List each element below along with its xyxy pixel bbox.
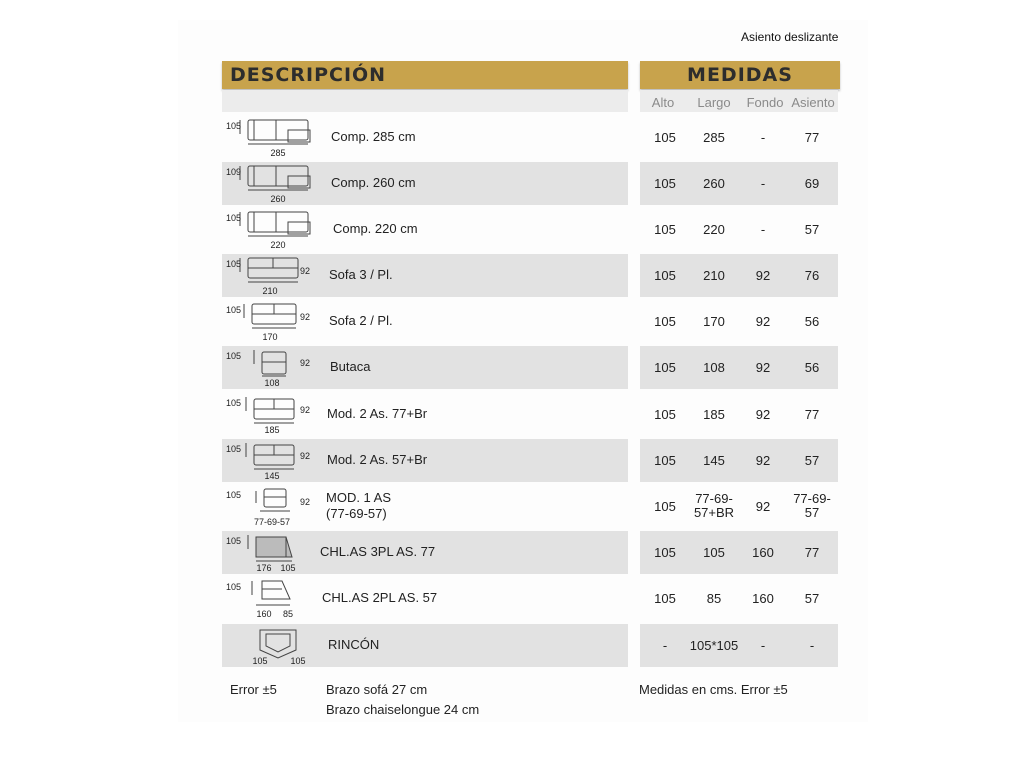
svg-text:92: 92 xyxy=(300,358,311,368)
header-medidas: MEDIDAS xyxy=(640,61,840,89)
sofa-3-seat-icon xyxy=(226,254,316,297)
top-note: Asiento deslizante xyxy=(741,30,839,44)
cell-asiento-value-2: 57 xyxy=(804,505,820,520)
svg-text:185: 185 xyxy=(264,425,280,435)
row-name xyxy=(328,637,379,653)
cell-largo xyxy=(689,361,739,375)
cell-asiento-value: 56 xyxy=(804,360,820,375)
cell-fondo-value: 160 xyxy=(752,591,774,606)
table-row xyxy=(0,346,1024,389)
cell-largo-value: 145 xyxy=(703,453,725,468)
cell-asiento-value: - xyxy=(809,638,815,653)
row-name xyxy=(327,406,427,422)
row-name-line: MOD. 1 AS xyxy=(326,490,392,505)
module-2-seat-icon xyxy=(226,439,316,482)
cell-asiento xyxy=(787,492,837,520)
chaise-sofa-icon xyxy=(226,208,316,251)
cell-fondo-value: - xyxy=(760,130,766,145)
svg-text:260: 260 xyxy=(270,194,286,204)
cell-alto-value: 105 xyxy=(654,453,676,468)
cell-alto-value: 105 xyxy=(654,499,676,514)
cell-largo-value: 220 xyxy=(703,222,725,237)
cell-fondo xyxy=(738,361,788,375)
svg-text:92: 92 xyxy=(300,451,311,461)
cell-asiento-value: 77-69- xyxy=(793,491,831,506)
cell-largo xyxy=(689,408,739,422)
chaiselongue-3pl-icon xyxy=(226,531,316,574)
row-name xyxy=(333,221,418,237)
cell-largo-value: 210 xyxy=(703,268,725,283)
cell-alto xyxy=(640,592,690,606)
cell-largo-value: 185 xyxy=(703,407,725,422)
table-row xyxy=(0,624,1024,667)
svg-text:210: 210 xyxy=(262,286,278,296)
row-name-line: Mod. 2 As. 77+Br xyxy=(327,406,428,421)
row-name-line: Butaca xyxy=(330,359,371,374)
cell-alto xyxy=(640,177,690,191)
svg-text:77-69-57: 77-69-57 xyxy=(253,517,291,527)
module-2-seat-icon xyxy=(226,393,316,436)
row-name xyxy=(322,590,437,606)
svg-text:109: 109 xyxy=(226,167,242,177)
cell-asiento-value: 56 xyxy=(804,314,820,329)
row-name-line: Comp. 220 cm xyxy=(333,221,418,236)
cell-largo xyxy=(689,315,739,329)
cell-alto-value: 105 xyxy=(654,176,676,191)
row-name xyxy=(331,175,416,191)
row-name-line: Sofa 3 / Pl. xyxy=(329,267,393,282)
table-row xyxy=(0,485,1024,528)
cell-asiento xyxy=(787,454,837,468)
cell-asiento xyxy=(787,639,837,653)
cell-alto xyxy=(640,269,690,283)
cell-asiento xyxy=(787,408,837,422)
cell-alto xyxy=(640,315,690,329)
cell-asiento-value: 77 xyxy=(804,407,820,422)
cell-asiento xyxy=(787,546,837,560)
chaise-sofa-icon xyxy=(226,116,316,159)
table-row xyxy=(0,439,1024,482)
cell-fondo xyxy=(738,592,788,606)
table-row xyxy=(0,531,1024,574)
svg-text:105: 105 xyxy=(226,305,242,315)
cell-largo xyxy=(689,131,739,145)
cell-asiento-value: 69 xyxy=(804,176,820,191)
row-name-line: Mod. 2 As. 57+Br xyxy=(327,452,428,467)
column-header-fondo: Fondo xyxy=(746,95,784,110)
module-1-seat-icon-drawing xyxy=(226,485,316,528)
row-name-line: Comp. 260 cm xyxy=(331,175,416,190)
svg-text:92: 92 xyxy=(300,405,311,415)
cell-alto-value: 105 xyxy=(654,407,676,422)
cell-asiento-value: 77 xyxy=(804,130,820,145)
svg-text:145: 145 xyxy=(264,471,280,481)
cell-asiento-value: 57 xyxy=(804,591,820,606)
row-name xyxy=(329,267,393,283)
svg-text:105: 105 xyxy=(252,656,268,666)
table-row xyxy=(0,208,1024,251)
row-name-line-2: (77-69-57) xyxy=(326,506,387,521)
cell-fondo xyxy=(738,223,788,237)
cell-alto xyxy=(640,361,690,375)
svg-text:105: 105 xyxy=(226,213,242,223)
row-name xyxy=(326,490,391,522)
sofa-3-seat-icon-drawing xyxy=(226,254,316,297)
cell-asiento xyxy=(787,131,837,145)
svg-text:92: 92 xyxy=(300,497,311,507)
cell-asiento-value: 57 xyxy=(804,222,820,237)
cell-fondo-value: - xyxy=(760,222,766,237)
svg-text:170: 170 xyxy=(262,332,278,342)
column-header-alto: Alto xyxy=(651,95,675,110)
cell-fondo-value: - xyxy=(760,638,766,653)
cell-largo xyxy=(689,492,739,520)
cell-alto-value: 105 xyxy=(654,130,676,145)
svg-text:92: 92 xyxy=(300,312,311,322)
row-name xyxy=(320,544,435,560)
cell-largo-value: 105 xyxy=(703,545,725,560)
cell-asiento xyxy=(787,592,837,606)
cell-largo-value: 85 xyxy=(706,591,722,606)
table-row xyxy=(0,393,1024,436)
svg-text:105: 105 xyxy=(226,490,242,500)
svg-text:105: 105 xyxy=(226,582,242,592)
svg-text:220: 220 xyxy=(270,240,286,250)
svg-text:105: 105 xyxy=(226,351,242,361)
svg-text:85: 85 xyxy=(282,609,294,619)
cell-alto-value: 105 xyxy=(654,314,676,329)
cell-fondo-value: 92 xyxy=(755,268,771,283)
cell-largo xyxy=(689,639,739,653)
table-row xyxy=(0,577,1024,620)
chaise-sofa-icon-drawing xyxy=(226,162,316,205)
cell-fondo xyxy=(738,269,788,283)
corner-icon xyxy=(226,624,316,667)
sofa-2-seat-icon-drawing xyxy=(226,300,316,343)
cell-fondo-value: 92 xyxy=(755,314,771,329)
cell-alto xyxy=(640,408,690,422)
svg-text:105: 105 xyxy=(226,121,242,131)
cell-largo xyxy=(689,223,739,237)
row-name-line: CHL.AS 2PL AS. 57 xyxy=(322,590,438,605)
cell-asiento xyxy=(787,361,837,375)
armchair-icon xyxy=(226,346,316,389)
cell-alto xyxy=(640,131,690,145)
svg-text:285: 285 xyxy=(270,148,286,158)
footer-error: Error ±5 xyxy=(230,682,277,697)
cell-fondo xyxy=(738,408,788,422)
svg-text:105: 105 xyxy=(290,656,306,666)
cell-largo-value: 170 xyxy=(703,314,725,329)
cell-fondo-value: 92 xyxy=(755,407,771,422)
cell-fondo xyxy=(738,131,788,145)
chaiselongue-2pl-icon xyxy=(226,577,316,620)
footer-brazo-chaise: Brazo chaiselongue 24 cm xyxy=(326,702,480,717)
cell-largo-value: 77-69- xyxy=(695,491,733,506)
cell-asiento xyxy=(787,177,837,191)
row-name-line: CHL.AS 3PL AS. 77 xyxy=(320,544,436,559)
header-descripcion: DESCRIPCIÓN xyxy=(222,61,628,89)
svg-text:92: 92 xyxy=(300,266,311,276)
cell-fondo-value: 92 xyxy=(755,453,771,468)
chaiselongue-3pl-icon-drawing xyxy=(226,531,316,574)
svg-text:105: 105 xyxy=(226,536,242,546)
cell-alto-value: 105 xyxy=(654,360,676,375)
svg-text:105: 105 xyxy=(280,563,296,573)
svg-text:176: 176 xyxy=(256,563,272,573)
cell-alto xyxy=(640,546,690,560)
cell-largo-value-2: 57+BR xyxy=(693,505,735,520)
chaiselongue-2pl-icon-drawing xyxy=(226,577,316,620)
cell-fondo xyxy=(738,315,788,329)
cell-largo-value: 108 xyxy=(703,360,725,375)
row-name-line: Sofa 2 / Pl. xyxy=(329,313,393,328)
module-1-seat-icon xyxy=(226,485,316,528)
cell-largo xyxy=(689,269,739,283)
module-2-seat-icon-drawing xyxy=(226,439,316,482)
cell-largo-value: 260 xyxy=(703,176,725,191)
cell-alto xyxy=(640,223,690,237)
cell-asiento-value: 76 xyxy=(804,268,820,283)
svg-text:105: 105 xyxy=(226,398,242,408)
cell-largo-value: 105*105 xyxy=(689,638,739,653)
row-name-line: RINCÓN xyxy=(328,637,380,652)
cell-largo xyxy=(689,546,739,560)
chaise-sofa-icon-drawing xyxy=(226,208,316,251)
cell-fondo-value: - xyxy=(760,176,766,191)
table-row xyxy=(0,116,1024,159)
column-header-largo: Largo xyxy=(697,95,731,110)
cell-alto-value: 105 xyxy=(654,268,676,283)
corner-icon-drawing xyxy=(226,624,316,667)
svg-text:108: 108 xyxy=(264,378,280,388)
row-name-line: Comp. 285 cm xyxy=(331,129,416,144)
row-name xyxy=(331,129,416,145)
cell-fondo-value: 92 xyxy=(755,499,771,514)
subheader-bar-left xyxy=(222,90,628,112)
cell-alto-value: 105 xyxy=(654,591,676,606)
cell-largo xyxy=(689,454,739,468)
footer-medidas-note: Medidas en cms. Error ±5 xyxy=(639,682,788,697)
cell-largo-value: 285 xyxy=(703,130,725,145)
cell-asiento xyxy=(787,269,837,283)
cell-asiento xyxy=(787,315,837,329)
svg-text:105: 105 xyxy=(226,444,242,454)
cell-alto xyxy=(640,454,690,468)
module-2-seat-icon-drawing xyxy=(226,393,316,436)
table-row xyxy=(0,300,1024,343)
cell-asiento-value: 77 xyxy=(804,545,820,560)
cell-fondo xyxy=(738,639,788,653)
column-header-asiento: Asiento xyxy=(791,95,835,110)
table-row xyxy=(0,254,1024,297)
cell-fondo xyxy=(738,177,788,191)
cell-asiento-value: 57 xyxy=(804,453,820,468)
row-name xyxy=(329,313,393,329)
cell-alto xyxy=(640,500,690,514)
table-row xyxy=(0,162,1024,205)
cell-asiento xyxy=(787,223,837,237)
cell-fondo-value: 92 xyxy=(755,360,771,375)
cell-fondo-value: 160 xyxy=(752,545,774,560)
row-name xyxy=(327,452,427,468)
cell-largo xyxy=(689,592,739,606)
armchair-icon-drawing xyxy=(226,346,316,389)
cell-alto-value: 105 xyxy=(654,222,676,237)
cell-alto xyxy=(640,639,690,653)
cell-alto-value: - xyxy=(662,638,668,653)
cell-largo xyxy=(689,177,739,191)
cell-fondo xyxy=(738,454,788,468)
chaise-sofa-icon-drawing xyxy=(226,116,316,159)
chaise-sofa-icon xyxy=(226,162,316,205)
svg-text:105: 105 xyxy=(226,259,242,269)
cell-alto-value: 105 xyxy=(654,545,676,560)
sofa-2-seat-icon xyxy=(226,300,316,343)
footer-brazo-sofa: Brazo sofá 27 cm xyxy=(326,682,428,697)
cell-fondo xyxy=(738,546,788,560)
cell-fondo xyxy=(738,500,788,514)
row-name xyxy=(330,359,370,375)
svg-text:160: 160 xyxy=(256,609,272,619)
